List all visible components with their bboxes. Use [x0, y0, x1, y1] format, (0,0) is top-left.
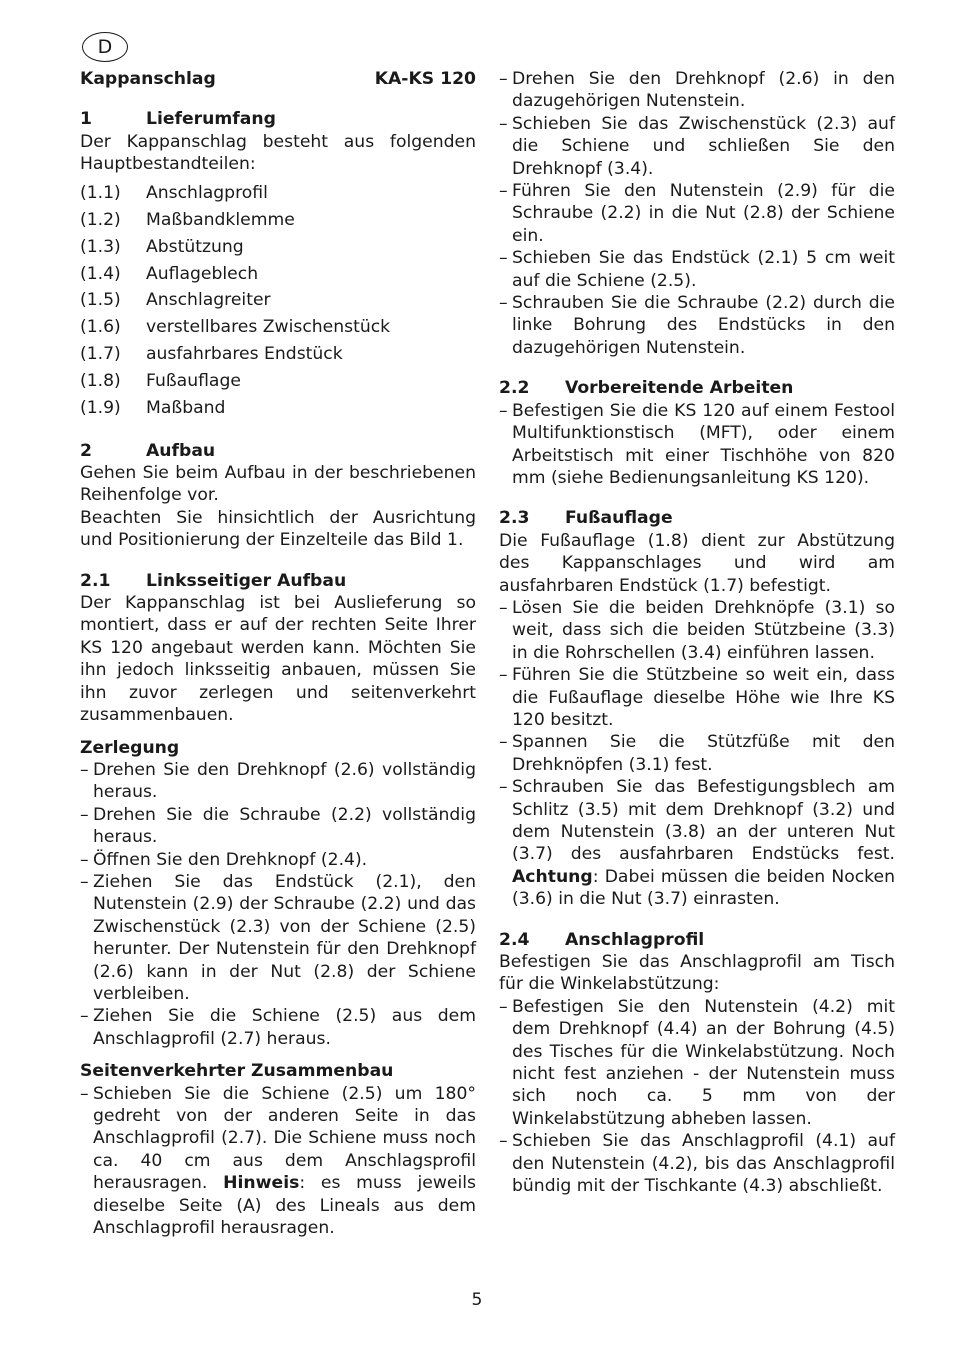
section-aufbau	[80, 440, 476, 552]
list-item: (1.6) verstellbares Zwischenstück	[80, 317, 391, 338]
list-item: – Befestigen Sie die KS 120 auf einem Festool Multifunktionstisch (MFT), oder einem Arbeitstisch mit einer Tischhöhe von 820 mm (siehe Bedienungsanleitung KS 120).	[499, 400, 895, 490]
document-header	[80, 68, 476, 90]
list-item: (1.7) ausfahrbares Endstück	[80, 344, 343, 365]
list-item: – Schieben Sie die Schiene (2.5) um 180° gedreht von der anderen Seite in das Anschlagprofil (2.7). Die Schiene muss noch ca. 40 cm aus dem Anschlagsprofil herausragen. Hinweis: es muss jeweils dieselbe Seite (A) des Lineals aus dem Anschlagprofil herausragen.	[80, 1083, 476, 1240]
parts-list	[80, 180, 476, 422]
section-vorbereitende-arbeiten	[499, 377, 895, 489]
model-number: KA-KS 120	[374, 69, 476, 89]
zusammenbau-steps	[80, 1083, 476, 1240]
list-item: – Schieben Sie das Anschlagprofil (4.1) auf den Nutenstein (4.2), bis das Anschlagprofil bündig mit der Tischkante (4.3) abschließt.	[499, 1130, 895, 1197]
language-badge: D	[82, 32, 128, 62]
list-item: – Schieben Sie das Endstück (2.1) 5 cm weit auf die Schiene (2.5).	[499, 247, 895, 292]
list-item: (1.9) Maßband	[80, 397, 226, 418]
section-anschlagprofil	[499, 929, 895, 1198]
list-item: – Ziehen Sie die Schiene (2.5) aus dem Anschlagprofil (2.7) heraus.	[80, 1005, 476, 1050]
section-lieferumfang	[80, 108, 476, 421]
list-item: – Befestigen Sie den Nutenstein (4.2) mit dem Drehknopf (4.4) an der Bohrung (4.5) des Tisches für die Winkelabstützung. Noch nicht fest anziehen - der Nutenstein muss sich noch ca. 5 mm von der Winkelabstützung abheben lassen.	[499, 996, 895, 1130]
zerlegung-steps	[80, 759, 476, 1050]
paragraph: Die Fußauflage (1.8) dient zur Abstützung des Kappanschlages und wird am ausfahrbaren Endstück (1.7) befestigt.	[499, 530, 895, 596]
section-heading: 2.2 Vorbereitende Arbeiten	[499, 378, 794, 399]
list-item: – Ziehen Sie das Endstück (2.1), den Nutenstein (2.9) der Schraube (2.2) und das Zwischenstück (2.3) von der Schiene (2.5) herunter. Der Nutenstein für den Drehknopf (2.6) kann in der Nut (2.8) der Schiene verbleiben.	[80, 871, 476, 1005]
left-column	[80, 68, 476, 1239]
list-item: – Drehen Sie die Schraube (2.2) vollständig heraus.	[80, 804, 476, 849]
list-item: (1.3) Abstützung	[80, 236, 244, 257]
zusammenbau-steps-continued	[499, 68, 895, 359]
preparation-steps	[499, 400, 895, 490]
section-linksseitiger-aufbau	[80, 570, 476, 1240]
list-item: – Drehen Sie den Drehknopf (2.6) vollständig heraus.	[80, 759, 476, 804]
list-item: – Schieben Sie das Zwischenstück (2.3) auf die Schiene und schließen Sie den Drehknopf (3.4).	[499, 113, 895, 180]
fussauflage-steps	[499, 597, 895, 911]
subheading-zerlegung: Zerlegung	[80, 737, 180, 758]
paragraph: Beachten Sie hinsichtlich der Ausrichtung und Positionierung der Einzelteile das Bild 1.	[80, 507, 476, 551]
list-item: – Öffnen Sie den Drehknopf (2.4).	[80, 849, 476, 871]
section-heading: 1 Lieferumfang	[80, 109, 276, 130]
list-item: (1.8) Fußauflage	[80, 371, 241, 392]
list-item: (1.5) Anschlagreiter	[80, 290, 271, 311]
list-item: (1.2) Maßbandklemme	[80, 209, 295, 230]
list-item: – Schrauben Sie die Schraube (2.2) durch die linke Bohrung des Endstücks in den dazugehörigen Nutenstein.	[499, 292, 895, 359]
section-heading: 2.1 Linksseitiger Aufbau	[80, 570, 347, 591]
list-item: – Lösen Sie die beiden Drehknöpfe (3.1) so weit, dass sich die beiden Stützbeine (3.3) in die Rohrschellen (3.4) einführen lassen.	[499, 597, 895, 664]
section-heading: 2.4 Anschlagprofil	[499, 929, 705, 950]
zusammenbau-continued	[499, 68, 895, 359]
anschlagprofil-steps	[499, 996, 895, 1198]
list-item: (1.1) Anschlagprofil	[80, 182, 268, 203]
section-heading: 2.3 Fußauflage	[499, 508, 673, 529]
list-item: – Spannen Sie die Stützfüße mit den Drehknöpfen (3.1) fest.	[499, 731, 895, 776]
section-fussauflage	[499, 507, 895, 910]
list-item: (1.4) Auflageblech	[80, 263, 259, 284]
subheading-zusammenbau: Seitenverkehrter Zusammenbau	[80, 1061, 394, 1082]
right-column	[499, 68, 895, 1198]
paragraph: Gehen Sie beim Aufbau in der beschriebenen Reihenfolge vor.	[80, 463, 476, 506]
paragraph: Befestigen Sie das Anschlagprofil am Tisch für die Winkelabstützung:	[499, 952, 895, 995]
list-item: – Schrauben Sie das Befestigungsblech am Schlitz (3.5) mit dem Drehknopf (3.2) und dem Nutenstein (3.8) an der unteren Nut (3.7) des ausfahrbaren Endstücks fest. Achtung: Dabei müssen die beiden Nocken (3.6) in die Nut (3.7) einrasten.	[499, 776, 895, 910]
section-intro: Der Kappanschlag besteht aus folgenden Hauptbestandteilen:	[80, 131, 476, 175]
list-item: – Führen Sie den Nutenstein (2.9) für die Schraube (2.2) in die Nut (2.8) der Schiene ein.	[499, 180, 895, 247]
document-title: Kappanschlag	[80, 69, 216, 89]
page-number: 5	[471, 1290, 483, 1310]
list-item: – Drehen Sie den Drehknopf (2.6) in den dazugehörigen Nutenstein.	[499, 68, 895, 113]
section-heading: 2 Aufbau	[80, 440, 216, 461]
paragraph: Der Kappanschlag ist bei Auslieferung so montiert, dass er auf der rechten Seite Ihrer KS 120 angebaut werden kann. Möchten Sie ihn jedoch linksseitig anbauen, müssen Sie ihn zuvor zerlegen und seitenverkehrt zusammenbauen.	[80, 593, 476, 726]
list-item: – Führen Sie die Stützbeine so weit ein, dass die Fußauflage dieselbe Höhe wie Ihre KS 120 besitzt.	[499, 664, 895, 731]
